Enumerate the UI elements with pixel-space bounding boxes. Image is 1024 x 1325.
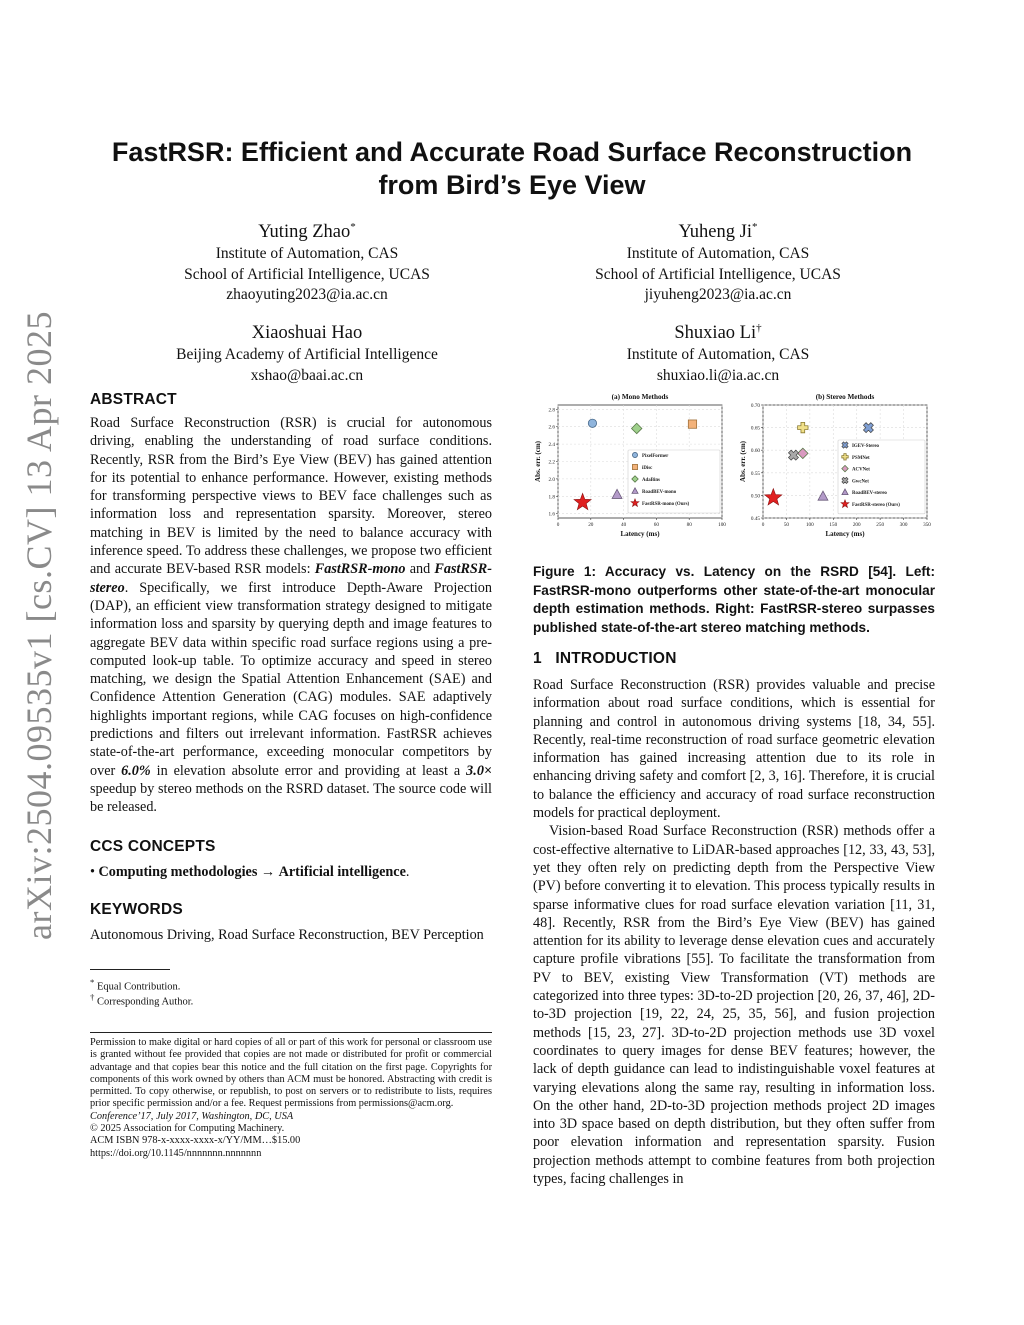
- x-tick-label: 200: [852, 522, 861, 528]
- section-number: 1: [533, 650, 542, 667]
- author-name: Xiaoshuai Hao: [251, 323, 363, 344]
- y-axis-label: Abs. err. (cm): [534, 441, 542, 482]
- x-tick-label: 150: [829, 522, 838, 528]
- legend-marker: [632, 464, 637, 469]
- legend-label: AdaBins: [642, 478, 660, 483]
- author-email: xshao@baai.ac.cn: [250, 366, 364, 384]
- abstract-body: [90, 414, 492, 817]
- x-tick-label: 250: [876, 522, 885, 528]
- legend-label: ACVNet: [852, 467, 870, 473]
- ccs-heading: CCS CONCEPTS: [90, 838, 216, 855]
- x-tick-label: 20: [588, 522, 594, 528]
- chart-mono: [534, 393, 726, 538]
- legend-label: FastRSR-mono (Ours): [642, 502, 690, 507]
- y-tick-label: 2.4: [548, 442, 555, 449]
- x-tick-label: 0: [761, 522, 765, 528]
- y-tick-label: 2.2: [548, 459, 555, 466]
- chart-stereo: [739, 393, 931, 538]
- y-tick-label: 1.8: [548, 494, 555, 501]
- figure-caption: Figure 1: Accuracy vs. Latency on the RSRD [54]. Left: FastRSR-mono outperforms other state-of-the-art monocular depth estimation methods. Right: FastRSR-stereo surpasses published state-of-the-art stereo matching methods.: [533, 564, 935, 635]
- x-tick-label: 350: [923, 522, 931, 528]
- x-tick-label: 80: [686, 522, 692, 528]
- improvement-value: 6.0%: [121, 762, 151, 779]
- data-point-pixelformer: [588, 419, 596, 427]
- author-email: shuxiao.li@ia.ac.cn: [656, 366, 780, 384]
- footnote-mark: *: [90, 977, 95, 987]
- x-axis-label: Latency (ms): [620, 530, 660, 538]
- figure-1: [528, 385, 940, 547]
- abstract-heading: ABSTRACT: [90, 391, 177, 408]
- isbn: ACM ISBN 978-x-xxxx-xxxx-x/YY/MM…$15.00: [90, 1135, 301, 1147]
- footnote: [90, 990, 193, 1010]
- bullet: •: [90, 864, 95, 880]
- author-block-4: [568, 316, 868, 386]
- y-tick-label: 0.45: [750, 516, 760, 522]
- y-tick-label: 1.6: [548, 511, 555, 518]
- x-tick-label: 300: [899, 522, 908, 528]
- footnote-text: Corresponding Author.: [97, 996, 194, 1008]
- legend-marker: [632, 452, 637, 457]
- footnote-rule: [90, 969, 170, 970]
- y-tick-label: 0.70: [750, 403, 760, 409]
- author-affiliation: Institute of Automation, CAS: [626, 346, 810, 364]
- author-mark: †: [756, 322, 762, 334]
- ccs-term: Artificial intelligence: [278, 864, 406, 880]
- author-block-3: [157, 316, 457, 386]
- section-title: INTRODUCTION: [555, 650, 677, 667]
- author-email: jiyuheng2023@ia.ac.cn: [644, 286, 792, 304]
- model-name-stereo: FastRSR-stereo: [90, 561, 492, 596]
- x-tick-label: 40: [621, 522, 627, 528]
- author-affiliation: School of Artificial Intelligence, UCAS: [595, 265, 841, 283]
- model-name-mono: FastRSR-mono: [314, 561, 406, 578]
- chart-title: (b) Stereo Methods: [815, 393, 875, 401]
- x-tick-label: 100: [718, 522, 726, 528]
- chart-title: (a) Mono Methods: [611, 393, 669, 401]
- title-line-2: from Bird’s Eye View: [378, 170, 646, 200]
- x-tick-label: 0: [556, 522, 560, 528]
- legend-label: PixelFormer: [642, 454, 669, 459]
- author-name: Yuting Zhao: [258, 222, 351, 243]
- y-tick-label: 0.65: [750, 425, 760, 432]
- keywords-heading: KEYWORDS: [90, 901, 183, 918]
- period: .: [405, 864, 410, 880]
- legend-label: IGEV-Stereo: [852, 444, 879, 449]
- author-affiliation: School of Artificial Intelligence, UCAS: [184, 265, 430, 283]
- y-tick-label: 0.60: [750, 448, 760, 455]
- y-tick-label: 0.55: [750, 470, 760, 477]
- arrow: →: [257, 864, 279, 880]
- abstract-text: and: [405, 561, 435, 578]
- permission-text: Permission to make digital or hard copies of all or part of this work for personal or classroom use is granted without fee provided that copies are not made or distributed for profit or commercial advantage and that copies bear this notice and the full citation on the first page. Copyrights for components of this work owned by others than ACM must be honored. Abstracting with credit is permitted. To copy otherwise, or republish, to post on servers or to redistribute to lists, requires prior specific permission and/or a fee. Request permissions from permissions@acm.org.: [90, 1037, 492, 1110]
- abstract-text: in elevation absolute error and providing at least a: [150, 762, 467, 779]
- y-tick-label: 2.6: [548, 424, 555, 431]
- speedup-value: 3.0×: [466, 762, 492, 779]
- abstract-text: . Specifically, we first introduce Depth-Aware Projection (DAP), an efficient view transformation strategy designed to mitigate information loss and sparsity by querying depth and image features to aggregate BEV data within specific road surface regions using a pre-computed look-up table. To optimize accuracy and speed in stereo matching, we design the Spatial Attention Enhancement (SAE) and Confidence Attention Generation (CAG) modules. SAE adaptively highlights important regions, while CAG focuses on high-confidence predictions and filters out irrelevant information. FastRSR achieves state-of-the-art performance, exceeding monocular competitors by over: [90, 579, 492, 779]
- arxiv-stamp: arXiv:2504.09535v1 [cs.CV] 13 Apr 2025: [19, 311, 59, 940]
- author-name: Shuxiao Li: [674, 323, 757, 344]
- intro-paragraph: Road Surface Reconstruction (RSR) provides valuable and precise information about road surface conditions, which is essential for planning and control in autonomous driving systems [18, 34, 55]. Recently, real-time reconstruction of road surface geometric elevation information has gained increasing attention due to its role in enhancing driving safety and comfort [2, 3, 16]. Therefore, it is crucial to balance the efficiency and accuracy of road surface reconstruction models for practical deployment.: [533, 677, 935, 822]
- title-line-1: FastRSR: Efficient and Accurate Road Surface Reconstruction: [111, 137, 913, 167]
- author-affiliation: Institute of Automation, CAS: [215, 245, 399, 263]
- x-tick-label: 50: [783, 522, 790, 528]
- conference-info: Conference’17, July 2017, Washington, DC, USA: [90, 1110, 294, 1122]
- permission-rule: [90, 1032, 492, 1033]
- author-block-1: [157, 215, 457, 306]
- author-mark: *: [350, 221, 356, 233]
- intro-paragraph: Vision-based Road Surface Reconstruction (RSR) methods offer a cost-effective alternative to LiDAR-based approaches [12, 33, 43, 53], yet they often rely on predicting depth from the Perspective View (PV) before converting it to elevation. This process typically results in sparse informative clues for road surface elevation variation [11, 31, 48]. Recently, RSR from the Bird’s Eye View (BEV) has gained attention for its ability to leverage dense elevation cues and accurately capture profile vibrations [55]. To facilitate the transformation from PV to BEV, existing View Transformation (VT) methods are categorized into three types: 3D-to-2D projection [20, 26, 37, 46], 2D-to-3D projection [19, 22, 24, 25, 35, 56], and fusion projection methods [15, 23, 27]. 3D-to-2D projection methods use 3D voxel coordinates to query images for dense BEV features; however, the lack of depth guidance can lead to indistinguishable voxel features at varying elevations along the same ray, resulting in information loss. On the other hand, 2D-to-3D projection methods project 2D images into 3D space based on depth distribution, but they often suffer from poor elevation information and representation sparsity. Fusion projection methods attempt to combine features from both projection types, facing challenges in: [533, 823, 935, 1188]
- keywords-text: Autonomous Driving, Road Surface Reconstruction, BEV Perception: [90, 927, 484, 943]
- ccs-term: Computing methodologies: [98, 864, 258, 880]
- y-tick-label: 2.0: [548, 476, 555, 483]
- data-point-idisc: [688, 420, 696, 428]
- y-axis-label: Abs. err. (cm): [739, 441, 747, 482]
- author-block-2: [568, 215, 868, 306]
- abstract-text: speedup by stereo methods on the RSRD dataset. The source code will be released.: [90, 780, 492, 816]
- footnote-mark: †: [90, 992, 95, 1002]
- y-tick-label: 0.50: [750, 493, 760, 500]
- author-mark: *: [752, 221, 758, 233]
- legend-label: iDisc: [642, 466, 653, 471]
- author-affiliation: Institute of Automation, CAS: [626, 245, 810, 263]
- x-axis-label: Latency (ms): [825, 530, 865, 538]
- footnote-text: Equal Contribution.: [97, 981, 181, 993]
- legend-label: RoadBEV-mono: [642, 490, 677, 495]
- legend-label: FastRSR-stereo (Ours): [852, 503, 900, 508]
- permission-block: [90, 1037, 492, 1160]
- author-name: Yuheng Ji: [678, 222, 752, 243]
- legend-label: PSMNet: [852, 455, 870, 461]
- doi-link[interactable]: https://doi.org/10.1145/nnnnnnn.nnnnnnn: [90, 1147, 262, 1159]
- author-affiliation: Beijing Academy of Artificial Intelligence: [176, 346, 438, 364]
- legend-label: RoadBEV-stereo: [852, 491, 887, 497]
- ccs-item: [90, 863, 492, 881]
- copyright: © 2025 Association for Computing Machinery.: [90, 1123, 285, 1135]
- x-tick-label: 60: [653, 522, 659, 528]
- abstract-text: Road Surface Reconstruction (RSR) is crucial for autonomous driving, enabling the understanding of road surface conditions. Recently, RSR from the Bird’s Eye View (BEV) has gained attention for its potential to enhance performance. However, existing methods for transforming perspective views to BEV face challenges such as information loss and representation sparsity. Moreover, stereo matching in BEV is limited by the need to balance accuracy with inference speed. To address these challenges, we propose two efficient and accurate BEV-based RSR models:: [90, 415, 492, 578]
- intro-body: [533, 676, 935, 1188]
- paper-title: [90, 136, 934, 202]
- legend-label: GwcNet: [852, 479, 869, 485]
- intro-heading: [533, 650, 677, 668]
- y-tick-label: 2.8: [548, 407, 555, 414]
- author-email: zhaoyuting2023@ia.ac.cn: [226, 286, 388, 304]
- x-tick-label: 100: [805, 522, 814, 528]
